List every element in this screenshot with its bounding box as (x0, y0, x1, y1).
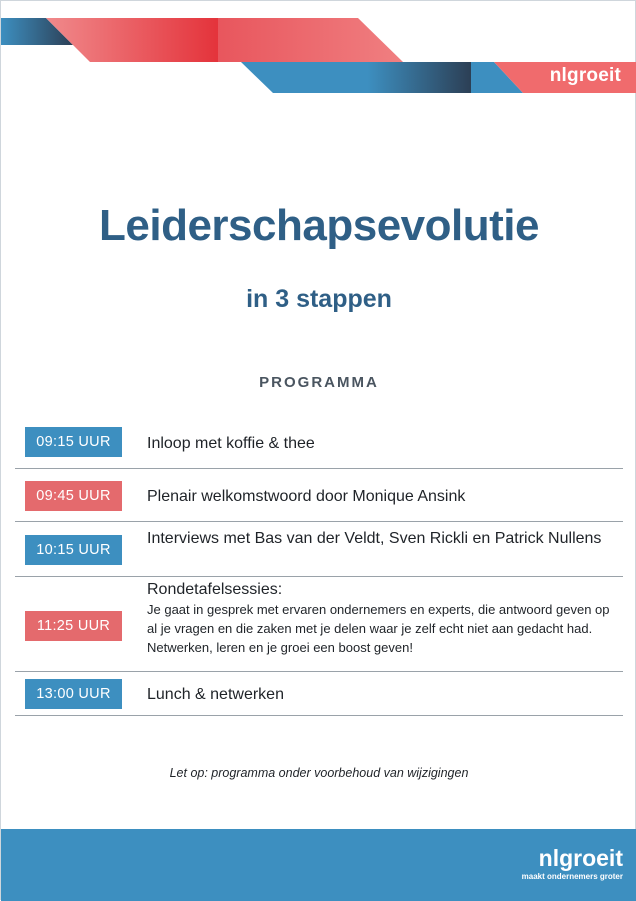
header-logo: nlgroeit (549, 65, 621, 86)
time-badge: 09:45 UUR (25, 481, 122, 511)
footer-tagline: maakt ondernemers groter (521, 872, 623, 881)
schedule-item-title: Inloop met koffie & thee (147, 435, 315, 452)
schedule-item-detail: Je gaat in gesprek met ervaren ondernemers en experts, die antwoord geven op al je vragen en die zaken met je delen waar je zelf echt niet aan gedacht had. (147, 602, 610, 636)
time-badge: 13:00 UUR (25, 679, 122, 709)
page-title: Leiderschapsevolutie (99, 201, 539, 250)
program-heading: PROGRAMMA (259, 374, 379, 391)
footer-brand-name: nlgroeit (538, 845, 623, 871)
schedule-item-detail: Netwerken, leren en je groei een boost geven! (147, 640, 413, 655)
schedule-item-title: Plenair welkomstwoord door Monique Ansink (147, 488, 466, 505)
time-badge: 10:15 UUR (25, 535, 122, 565)
page-subtitle: in 3 stappen (246, 285, 392, 313)
schedule-item-title: Lunch & netwerken (147, 686, 284, 703)
header-banner-graphic (1, 1, 636, 101)
time-badge: 09:15 UUR (25, 427, 122, 457)
divider (15, 715, 623, 716)
schedule-item-title: Rondetafelsessies: (147, 581, 283, 598)
divider (15, 671, 623, 672)
footer-logo (522, 845, 623, 883)
disclaimer-notice: Let op: programma onder voorbehoud van wijzigingen (169, 766, 469, 780)
time-badge: 11:25 UUR (25, 611, 122, 641)
schedule-item-title: Interviews met Bas van der Veldt, Sven Rickli en Patrick Nullens (147, 530, 602, 547)
divider (15, 521, 623, 522)
divider (15, 576, 623, 577)
divider (15, 468, 623, 469)
schedule-item-content (147, 579, 617, 657)
footer-bar (1, 829, 636, 901)
